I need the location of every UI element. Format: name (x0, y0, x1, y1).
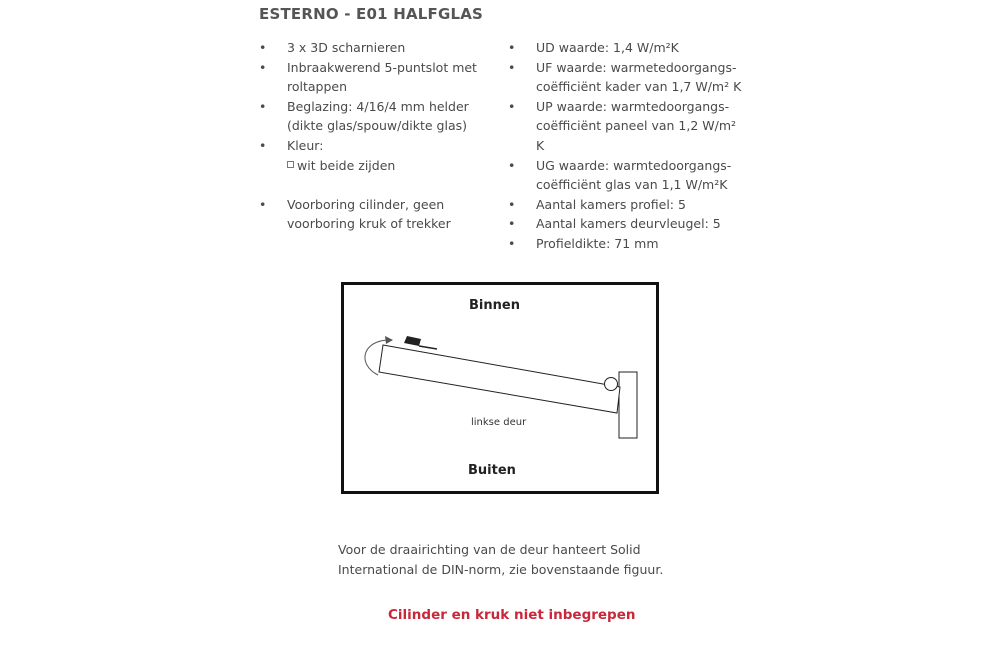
list-item: • 3 x 3D scharnieren (259, 38, 499, 58)
list-item: • Profieldikte: 71 mm (508, 234, 748, 254)
list-item: • UG waarde: warmtedoorgangs-coëfficiënt glas van 1,1 W/m²K (508, 156, 748, 195)
list-subitem (259, 156, 499, 176)
inside-label: Binnen (469, 298, 520, 313)
list-item: • Kleur: (259, 136, 499, 156)
outside-label: Buiten (468, 463, 516, 478)
list-item: • Voorboring cilinder, geen voorboring kruk of trekker (259, 195, 499, 234)
list-item: • UD waarde: 1,4 W/m²K (508, 38, 748, 58)
door-label: linkse deur (471, 417, 527, 428)
checkbox-glyph-icon (287, 161, 294, 168)
warning-text: Cilinder en kruk niet inbegrepen (388, 607, 636, 623)
door-frame-post (619, 372, 637, 438)
list-item: • Inbraakwerend 5-puntslot met roltappen (259, 58, 499, 97)
list-subitem-label: wit beide zijden (297, 157, 396, 173)
product-title: ESTERNO - E01 HALFGLAS (259, 5, 484, 23)
door-direction-diagram (341, 282, 659, 494)
din-norm-note: Voor de draairichting van de deur hanteert Solid International de DIN-norm, zie bovenstaande figuur. (338, 542, 664, 577)
spec-list-right (508, 38, 748, 254)
list-item: • UF waarde: warmetedoorgangs-coëfficiënt kader van 1,7 W/m² K (508, 58, 748, 97)
list-item: • Beglazing: 4/16/4 mm helder (dikte glas/spouw/dikte glas) (259, 97, 499, 136)
spec-list-left (259, 38, 499, 234)
list-item: • Aantal kamers deurvleugel: 5 (508, 214, 748, 234)
list-item: • UP waarde: warmtedoorgangs-coëfficiënt paneel van 1,2 W/m² K (508, 97, 748, 156)
list-item: • Aantal kamers profiel: 5 (508, 195, 748, 215)
hinge-icon (605, 378, 618, 391)
